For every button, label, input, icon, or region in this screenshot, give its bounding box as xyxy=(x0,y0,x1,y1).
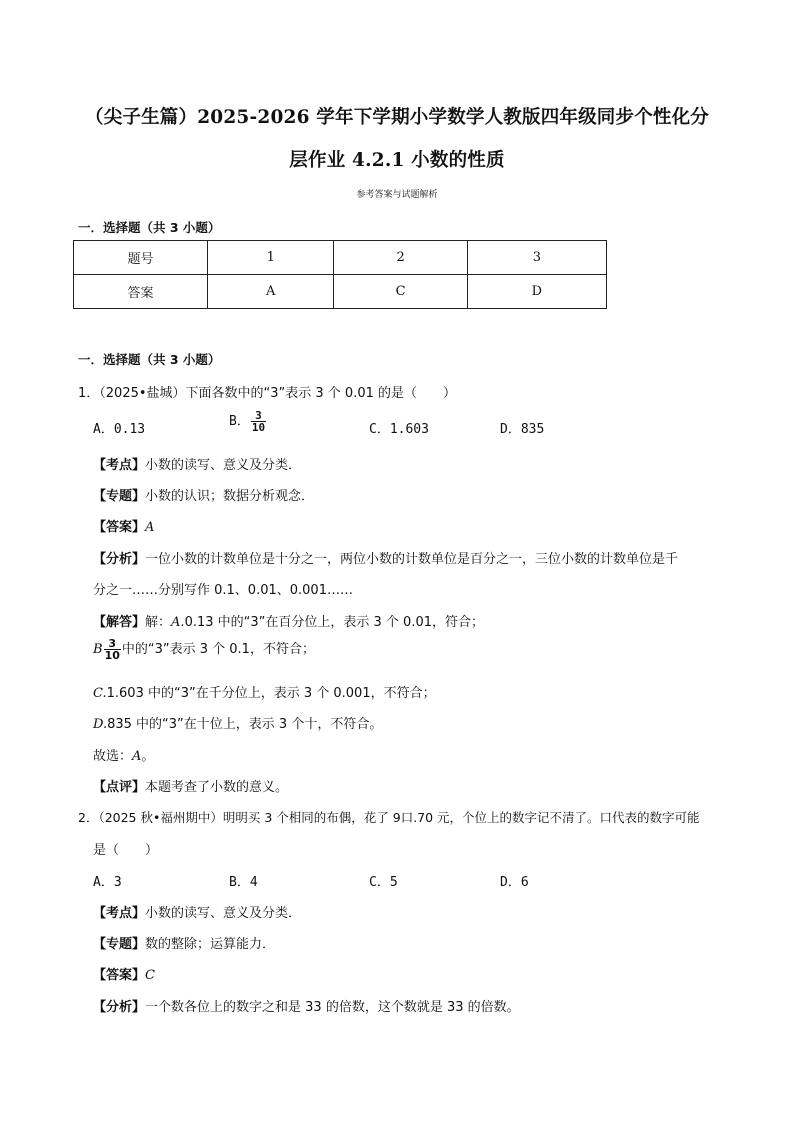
zhuanti-text: 小数的认识；数据分析观念． xyxy=(145,489,315,504)
fenxi-text: 一个数各位上的数字之和是 33 的倍数，这个数就是 33 的倍数。 xyxy=(145,1000,520,1015)
jieda-text-5: 故选： xyxy=(93,749,133,764)
q1-option-b xyxy=(229,410,267,433)
zhuanti-tag: 【专题】 xyxy=(93,937,146,952)
fraction xyxy=(251,410,266,433)
daan-text: C xyxy=(145,968,155,983)
kaodian-text: 小数的读写、意义及分类． xyxy=(145,906,302,921)
jieda-text-1: 0.13 中的“3”在百分位上，表示 3 个 0.01，符合； xyxy=(184,615,484,630)
q1-daan xyxy=(93,516,154,535)
jieda-pre: 解： xyxy=(145,615,172,630)
table-cell: C xyxy=(334,275,467,309)
table-cell: 3 xyxy=(467,241,606,275)
jieda-text-2: 中的“3”表示 3 个 0.1，不符合； xyxy=(121,642,315,657)
table-cell: 2 xyxy=(334,241,467,275)
q2-option-b: B．4 xyxy=(229,875,258,890)
fraction-numerator: 3 xyxy=(251,410,266,422)
table-cell: A xyxy=(208,275,334,309)
fraction-numerator: 3 xyxy=(104,638,121,650)
q1-jieda-choice xyxy=(93,745,154,764)
jieda-label-c: C. xyxy=(93,686,107,701)
q2-stem-cont: 是（ ） xyxy=(93,843,159,858)
answer-table xyxy=(73,240,607,309)
jieda-label-d: D. xyxy=(93,717,108,732)
q1-fenxi-cont: 分之一……分别写作 0.1、0.01、0.001…… xyxy=(93,583,353,598)
jieda-tag: 【解答】 xyxy=(93,615,146,630)
jieda-choice: A xyxy=(132,749,142,764)
fraction-denominator: 10 xyxy=(251,421,266,434)
zhuanti-tag: 【专题】 xyxy=(93,489,146,504)
fenxi-tag: 【分析】 xyxy=(93,1000,146,1015)
q1-option-a: A．0.13 xyxy=(93,422,146,437)
fraction-denominator: 10 xyxy=(104,649,120,662)
dianping-tag: 【点评】 xyxy=(93,780,146,795)
q1-jieda-d xyxy=(93,713,382,732)
daan-tag: 【答案】 xyxy=(93,968,146,983)
daan-text: A xyxy=(145,520,155,535)
jieda-label-a: A. xyxy=(171,615,185,630)
fraction xyxy=(104,638,121,661)
q2-option-a: A．3 xyxy=(93,875,122,890)
kaodian-tag: 【考点】 xyxy=(93,458,146,473)
kaodian-text: 小数的读写、意义及分类． xyxy=(145,458,302,473)
q1-option-d: D．835 xyxy=(500,422,545,437)
table-row xyxy=(74,275,607,309)
q1-stem: 1．（2025•盐城）下面各数中的“3”表示 3 个 0.01 的是（ ） xyxy=(78,386,457,401)
fenxi-text-1: 一位小数的计数单位是十分之一，两位小数的计数单位是百分之一，三位小数的计数单位是千 xyxy=(145,552,679,567)
q1-option-b-prefix: B． xyxy=(229,414,250,429)
q1-option-c: C．1.603 xyxy=(369,422,429,437)
q2-daan xyxy=(93,964,155,983)
q2-fenxi xyxy=(93,996,520,1015)
table-row xyxy=(74,241,607,275)
section-heading-detail: 一．选择题（共 3 小题） xyxy=(78,352,221,367)
jieda-text-4: 835 中的“3”在十位上，表示 3 个十，不符合。 xyxy=(107,717,383,732)
kaodian-tag: 【考点】 xyxy=(93,906,146,921)
q1-jieda-c xyxy=(93,682,436,701)
table-cell: 1 xyxy=(208,241,334,275)
document-title-line2: 层作业 4.2.1 小数的性质 xyxy=(289,150,505,171)
q2-option-c: C．5 xyxy=(369,875,398,890)
q1-jieda xyxy=(93,611,484,630)
q2-kaodian xyxy=(93,902,301,921)
jieda-end: 。 xyxy=(141,749,155,764)
document-title-line1: （尖子生篇）2025-2026 学年下学期小学数学人教版四年级同步个性化分 xyxy=(85,107,709,128)
jieda-text-3: 1.603 中的“3”在千分位上，表示 3 个 0.001，不符合； xyxy=(106,686,436,701)
table-cell: 答案 xyxy=(74,275,208,309)
table-cell: 题号 xyxy=(74,241,208,275)
q2-option-d: D．6 xyxy=(500,875,529,890)
q1-jieda-b xyxy=(93,638,315,661)
q2-zhuanti xyxy=(93,933,275,952)
q1-zhuanti xyxy=(93,485,314,504)
dianping-text: 本题考查了小数的意义。 xyxy=(145,780,289,795)
q1-kaodian xyxy=(93,454,301,473)
daan-tag: 【答案】 xyxy=(93,520,146,535)
q1-fenxi xyxy=(93,548,678,567)
table-cell: D xyxy=(467,275,606,309)
q1-dianping xyxy=(93,776,288,795)
jieda-label-b: B xyxy=(93,642,103,657)
document-subtitle: 参考答案与试题解析 xyxy=(356,190,438,200)
section-heading-answers: 一．选择题（共 3 小题） xyxy=(78,220,221,235)
zhuanti-text: 数的整除；运算能力． xyxy=(145,937,276,952)
fenxi-tag: 【分析】 xyxy=(93,552,146,567)
q2-stem: 2．（2025 秋•福州期中）明明买 3 个相同的布偶，花了 9口.70 元，个位上的数字记不清了。口代表的数字可能 xyxy=(78,810,700,825)
